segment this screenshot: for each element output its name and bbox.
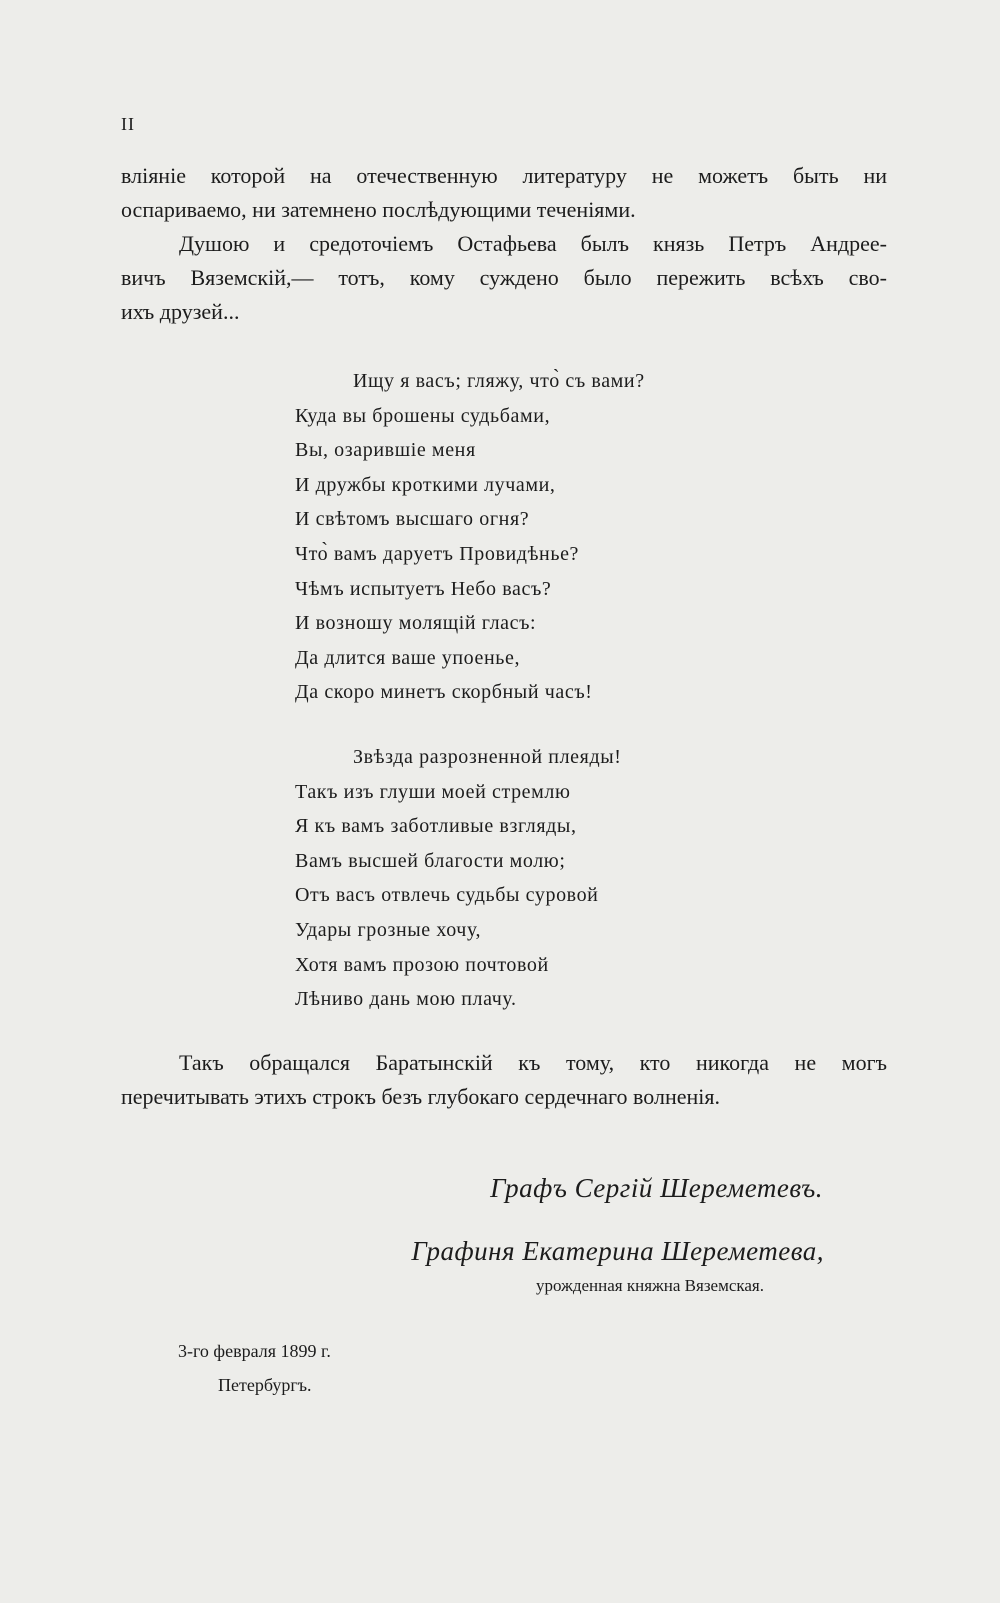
- verse-line: Что̀ вамъ даруетъ Провидѣнье?: [295, 542, 580, 565]
- verse-line: Да длится ваше упоенье,: [295, 646, 521, 669]
- signature-count: Графъ Сергій Шереметевъ.: [490, 1173, 823, 1203]
- verse-line: Да скоро минетъ скорбный часъ!: [295, 681, 593, 704]
- verse-line: И возношу молящій гласъ:: [295, 612, 537, 635]
- signature-countess: Графиня Екатерина Шереметева,: [411, 1236, 824, 1266]
- verse-line: Звѣзда разрозненной плеяды!: [353, 746, 622, 768]
- paragraph-continuation: [121, 159, 887, 227]
- paragraph-baratynsky: [121, 1046, 887, 1114]
- verse-line: Чѣмъ испытуетъ Небо васъ?: [295, 577, 552, 600]
- verse-line: Лѣниво дань мою плачу.: [295, 988, 517, 1011]
- text-line: оспариваемо, ни затемнено послѣдующими теченіями.: [121, 197, 636, 222]
- text-line: ихъ друзей...: [121, 299, 240, 324]
- paragraph-ostafyevo: [121, 227, 887, 329]
- closing-paragraph: [121, 1046, 887, 1114]
- text-line: Душою и средоточіемъ Остафьева былъ князь Петръ Андрее-: [179, 231, 887, 256]
- verse-line: И свѣтомъ высшаго огня?: [295, 508, 530, 531]
- text-line: вліяніе которой на отечественную литературу не можетъ быть ни: [121, 163, 887, 188]
- verse-line: Такъ изъ глуши моей стремлю: [295, 780, 571, 803]
- text-line: перечитывать этихъ строкъ безъ глубокаго сердечнаго волненія.: [121, 1084, 720, 1109]
- poem-stanza-2: [295, 740, 622, 1017]
- verse-line: Я къ вамъ заботливые взгляды,: [295, 815, 577, 838]
- place-line: Петербургъ.: [218, 1375, 312, 1395]
- signature-note: урожденная княжна Вяземская.: [536, 1276, 764, 1295]
- verse-line: И дружбы кроткими лучами,: [295, 473, 556, 496]
- date-line: 3-го февраля 1899 г.: [178, 1341, 331, 1361]
- verse-line: Хотя вамъ прозою почтовой: [295, 953, 549, 976]
- verse-line: Куда вы брошены судьбами,: [295, 404, 551, 427]
- page-number: II: [121, 114, 135, 134]
- poem-stanza-1: [295, 364, 645, 710]
- verse-line: Ищу я васъ; гляжу, что̀ съ вами?: [353, 370, 645, 392]
- verse-line: Вамъ высшей благости молю;: [295, 849, 566, 872]
- verse-line: Отъ васъ отвлечь судьбы суровой: [295, 884, 599, 907]
- text-line: вичъ Вяземскій,— тотъ, кому суждено было пережить всѣхъ сво-: [121, 265, 887, 290]
- verse-line: Вы, озарившіе меня: [295, 439, 476, 462]
- opening-paragraphs: [121, 159, 887, 329]
- text-line: Такъ обращался Баратынскій къ тому, кто никогда не могъ: [179, 1050, 887, 1075]
- verse-line: Удары грозные хочу,: [295, 918, 482, 941]
